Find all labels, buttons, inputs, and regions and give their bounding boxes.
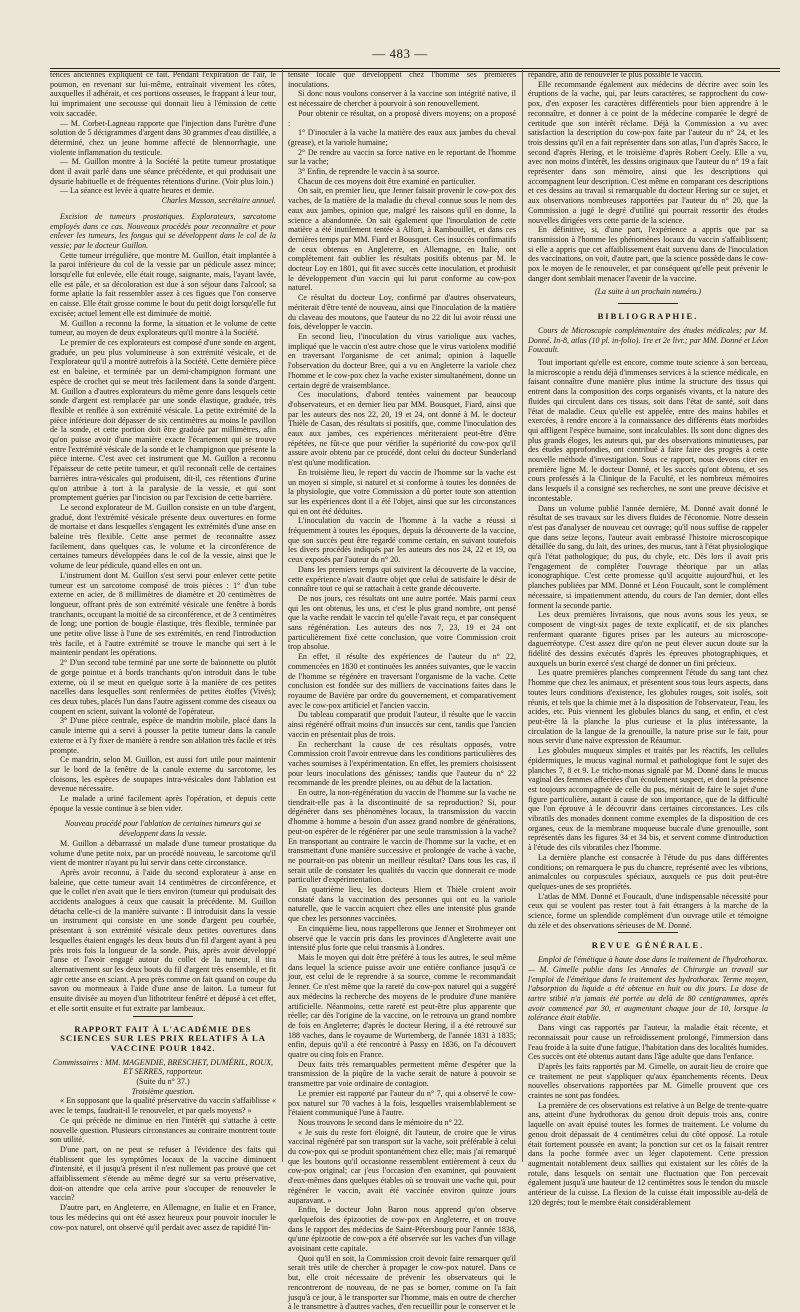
paragraph: Dans vingt cas rapportés par l'auteur, la maladie était récente, et reconnaissait pour cause un refroidissement prolongé, l'immersion dans l'eau froide à la suite d'une fatigue, l'habitation dans des localités humides. Ces succès ont été obtenus autant dans l'âge adulte que dans l'enfance. (528, 1023, 768, 1062)
paragraph: La première de ces observations est relative à un Belge de trente-quatre ans, atteint d'une hydrothorax du genou droit depuis trois ans, contre laquelle on avait épuisé toutes les formes de traitement. Le volume du genou droit dépassait de 4 centimètres celui du côté opposé. La rotule était fortement poussée en avant; la ponction sur cet os la faisait rentrer dans la poche formée avec un léger clapotement. Cette pression augmentait notablement deux saillies qui existaient sur les côtés de la rotule, dans lesquels on sentait une fluctuation que l'on percevait également jusqu'à une hauteur de 12 centimètres sous le tendon du muscle antérieur de la cuisse. La flexion de la cuisse était impossible au-delà de 120 degrés; tout le membre était considérablement (528, 1100, 768, 1207)
paragraph: En effet, il résulte des expériences de l'auteur du n° 22, commencées en 1830 et continuées les années suivantes, que le vaccin de l'homme se régénère en traversant l'organisme de la vache. Cette conclusion est fondée sur des milliers de vaccinations faites dans le royaume de Bavière par ordre du gouvernement, et comparativement avec le cow-pox artificiel et l'ancien vaccin. (288, 652, 516, 710)
column-middle (288, 70, 516, 1312)
paragraph: Ce qui précède ne diminue en rien l'intérêt qui s'attache à cette nouvelle question. Plusieurs circonstances au contraire montrent toute son utilité. (50, 1115, 276, 1145)
column-divider (522, 70, 523, 1162)
paragraph: Après avoir reconnu, à l'aide du second explorateur à anse en baleine, que cette tumeur avait 14 centimètres de circonférence, et que le collet n'en avait que le tiers environ (tumeur qui produisait des accidents analogues à ceux que causait la précédente. M. Guillon détacha celle-ci de la manière suivante : Il introduisit dans la vessie un instrument qui consiste en une sonde d'argent peu courbée, présentant à son extrémité vésicale deux petites ouvertures dans lesquelles étaient engagés les deux bouts d'un fil d'argent ayant à peu près trois fois la longueur de la sonde. Puis, après avoir développé l'anse et l'avoir engagé autour du collet de la tumeur, il tira alternativement sur les deux bouts du fil d'argent très ensemble, et fit agir cette anse en sciant. A peu près comme on fait quand on coupe du savon ou mormeaux à l'aide d'une anse de laiton. La tumeur fut ensuite divisée au moyen d'un lithotriteur fenêtré et déposé à cet effet, et elle sortit ensuite et fut extraite par lambeaux. (50, 867, 276, 1013)
bibliography-title: BIBLIOGRAPHIE. (597, 311, 699, 322)
paragraph: Le premier de ces explorateurs est composé d'une sonde en argent, graduée, un peu plus volumineuse à son extrémité vésicale, et de l'explorateur qu'il a montré autrefois à la Société. Cette dernière pièce est en baleine, et terminée par un demi-champignon formant une espèce de crochet qui se meut très facilement dans la sonde d'argent. M. Guillon a d'autres explorateurs du même genre dans lesquels cette sonde d'argent est remplacée par une sonde élastique, graduée, très flexible et renflée à son extrémité vésicale. La petite extrémité de la pièce inférieure doit dépasser de six centimètres au moins le pavillon de la sonde, et cette portion doit être graduée par millimètres, afin qu'on puisse avoir d'une manière exacte l'écartement qui se trouve entre l'extrémité vésicale de la sonde et le champignon que présente la pièce interne. C'est avec cet instrument que M. Guillon a reconnu l'épaisseur de cette petite tumeur, et qu'il reconnaît celle de certaines barrières intra-vésicales qui produisent, dit-il, ces rétentions d'urine qu'on attribue à tort à la paralysie de la vessie, et qui sont promptement guéries par l'incision ou par l'excision de cette barrière. (50, 337, 276, 503)
section-rule (618, 303, 678, 304)
paragraph: Dans les premiers temps qui suivirent la découverte de la vaccine, cette expérience n'avait d'autre objet que celui de satisfaire le désir de connaître tout ce qui se rattachait à cette grande découverte. (288, 564, 516, 594)
paragraph: — M. Corbet-Lagneau rapporte que l'injection dans l'urètre d'une solution de 5 décigrammes d'argent dans 30 grammes d'eau distillée, a déterminé, chez un jeune homme affecté de blennorrhagie, une violente inflammation du testicule. (50, 118, 276, 157)
paragraph: 2° De rendre au vaccin sa force native en le reportant de l'homme sur la vache; (288, 147, 516, 167)
paragraph: En troisième lieu, le report du vaccin de l'homme sur la vache est un moyen si simple, si naturel et si conforme à toutes les données de la physiologie, que votre Commission a dû porter toute son attention sur les expériences dont il a été l'objet, ainsi que sur les circonstances qui en ont été déduites. (288, 467, 516, 516)
paragraph: En définitive, si, d'une part, l'expérience a appris que par sa transmission à l'homme les phénomènes locaux du vaccin s'affaiblissent; si elle a appris que cet affaiblissement était survenu dans de l'inoculation des vaccinations, on voit, d'autre part, que la science possède dans le cow-pox le moyen de le renouveler, et par conséquent qu'elle peut prévenir le danger dont semblait menacer l'avenir de la vaccine. (528, 225, 768, 283)
paragraph: 1° D'inoculer à la vache la matière des eaux aux jambes du cheval (grease), et la variole humaine; (288, 128, 516, 147)
paragraph: 3° D'une pièce centrale, espèce de mandrin mobile, placé dans la canule interne qui a servi à pousser la petite tumeur dans la canule externe et à l'y fixer de manière à rendre son ablation très facile et très prompte. (50, 716, 276, 755)
article-title: Nouveau procédé pour l'ablation de certaines tumeurs qui se développent dans la vessie. (64, 819, 262, 839)
paragraph: L'atlas de MM. Donné et Foucault, d'une indispensable nécessité pour ceux qui se voulent pas rester tout à fait étrangers à la marche de la science, forme un splendide complément d'un ouvrage utile et témoigne du zèle et des observations sérieuses de M. Donné. (528, 891, 768, 930)
paragraph: Les deux premières livraisons, que nous avons sous les yeux, se composent de vingt-six pages de texte explicatif, et de six planches renfermant quarante figures prises par les auteurs au microscope-daguerréotype. C'est assez dire qu'on ne peut élever aucun doute sur la fidélité des dessins exécutés d'après les épreuves photographiques, et auxquels un burin exercé s'est chargé de donner un fini précieux. (528, 610, 768, 668)
paragraph: 2° D'un second tube terminé par une sorte de baïonnette ou plutôt de gorge pointue et à bords tranchants qu'on introduit dans le tube externe, où il se meut en quelque sorte à la manière de ces petites nacelles dans lesquelles sont renfermées de petites étoffes (Vivés); ces deux tubes, placés l'un dans l'autre agissent comme des ciseaux ou coupent en scient, suivant la volonté de l'opérateur. (50, 658, 276, 716)
signature: Charles Masson, secrétaire annuel. (161, 196, 276, 206)
paragraph: Mais le moyen qui doit être préféré à tous les autres, le seul même dans lequel la science puisse avoir une entière confiance jusqu'à ce jour, est celui de le reprendre à sa source, comme le recommandait Jenner. Ce n'est même que la rareté du cow-pox naturel qui a suggéré aux médecins la recherche des moyens de le produire d'une manière artificielle. Néanmoins, cette rareté est peut-être plus apparente que réelle; car dès l'origine de la vaccine, on le retrouva un grand nombre de fois en Angleterre; d'après le docteur Hering, il a été retrouvé sur 188 vaches, dans le royaume de Wurtemberg, de l'année 1831 à 1835; enfin, depuis qu'il a été rencontré à Passy en 1836, on l'a découvert quatre ou cinq fois en France. (288, 952, 516, 1060)
column-right (528, 70, 768, 1207)
paragraph: Quoi qu'il en soit, la Commission croit devoir faire remarquer qu'il serait très utile de chercher à propager le cow-pox naturel. Dans ce but, elle croit nécessaire de prévenir les observateurs qui le rencontreront de nouveau, de ne pas se borner, comme on l'a fait jusqu'à ce jour, à le transporter sur l'homme, mais en outre de chercher à le transmettre à d'autres vaches, d'en recueillir pour le conserver et le (288, 1253, 516, 1312)
paragraph: Nous trouvons le second dans le mémoire du n° 22. (298, 1117, 464, 1127)
question-title: Troisième question. (131, 1086, 195, 1096)
section-rule (618, 932, 678, 933)
report-title: RAPPORT FAIT À L'ACADÉMIE DES SCIENCES SUR LES PRIX RELATIFS À LA VACCINE POUR 1842. (60, 1023, 266, 1053)
paragraph: On sait, en premier lieu, que Jenner faisait provenir le cow-pox des vaches, de la matière de la maladie du cheval connue sous le nom des eaux aux jambes, opinion que, malgré les raisons qu'il en donne, la science a abandonnée. On sait également que l'inoculation de cette matière a été inutilement tentée à Alfort, à Rambouillet, et dans ces dernières temps par MM. Fiard et Bousquet. Ces insuccès confirmatifs de ceux obtenus en Angleterre, en Allemagne, en Italie, ont complètement fait oublier les résultats positifs obtenus par M. le docteur Loy en 1801, qui fit avec succès cette inoculation, et produisit le développement d'un vaccin qui lui parut conforme au cow-pox naturel. (288, 186, 516, 293)
paragraph: Le malade a uriné facilement après l'opération, et depuis cette époque la vessie continue à se bien vider. (50, 794, 276, 813)
paragraph: répandre, afin de renouveler le plus possible le vaccin. (528, 70, 704, 79)
page-header (0, 46, 800, 66)
paragraph: Le premier est rapporté par l'auteur du n° 7, qui a observé le cow-pox naturel sur 70 vaches à la fois, lesquelles vraisemblablement se l'étaient communiqué l'une à l'autre. (288, 1088, 516, 1118)
commissaires: Commissaires : MM. MAGENDIE, BRESCHET, DUMÉRIL, ROUX, ET SERRES, rapporteur. (52, 1057, 274, 1077)
paragraph: Deux faits très remarquables permettent même d'espérer que la transmission de la piqûre de la vache serait de nature à pouvoir se transmettre par voie ordinaire de contagion. (288, 1059, 516, 1089)
paragraph: — M. Guillon montre à la Société la petite tumeur prostatique dont il avait parlé dans une séance précédente, et qui produisait une dysurie habituelle et de fréquentes rétentions d'urine. (Voir plus loin.) (50, 157, 276, 186)
paragraph: Si donc nous voulons conserver à la vaccine son intégrité native, il est nécessaire de chercher à pourvoir à son renouvellement. (288, 89, 516, 109)
book-entry: Cours de Microscopie complémentaire des études médicales; par M. Donné. In-8, atlas (10 pl. in-folio). 1re et 2e livr.; par MM. Donné et Léon Foucault. (528, 325, 768, 355)
paragraph: Cette tumeur irrégulière, que montre M. Guillon, était implantée à la paroi inférieure du col de la vessie par un pédicule assez mince; lorsqu'elle fut enlevée, elle était rouge, saignante, mais, l'ayant lavée, elle est pâle, et sa décoloration est due à son séjour dans l'alcool; sa forme aplatie la fait ressembler assez à ces figues que l'on conserve en caisse. Elle était grosse comme le bout du petit doigt lorsqu'elle fut excisée; actuel lement elle est diminuée de moitié. (50, 250, 276, 318)
paragraph: L'inoculation du vaccin de l'homme à la vache a réussi si fréquemment à toutes les époques, depuis la découverte de la vaccine, que son succès peut être regardé comme certain, en suivant toutefois les divers procédés indiqués par les auteurs des nos 24, 22 et 19, ou ceux exposés par l'auteur du n° 20. (288, 516, 516, 565)
review-title: REVUE GÉNÉRALE. (591, 940, 705, 951)
page-number: — 483 — (372, 46, 428, 61)
paragraph: Les quatre premières planches comprennent l'étude du sang tant chez l'homme que chez les animaux, et présentent sous tous leurs aspects, dans toutes leurs conditions d'existence, les globules rouges, soit isolés, soit réunis, et tels que la chimie met à la disposition de l'observateur, l'eau, les acides, etc. Puis viennent les globules blancs du sang, et enfin, et c'est peut-être là la planche la plus curieuse et la plus intéressante, la circulation de la langue de la grenouille, la nature prise sur le fait, pour nous servir d'une naïve expression de Réaumur. (528, 668, 768, 746)
paragraph: tensité locale que développent chez l'homme ses premières inoculations. (288, 70, 516, 89)
article-title: Excision de tumeurs prostatiques. Explorateurs, sarcotome employés dans ce cas. Nouveaux procédés pour reconnaître et pour enlever les tumeurs, les fongus qui se développent dans le col de la vessie; par le docteur Guillon. (50, 211, 276, 250)
paragraph: — La séance est levée à quatre heures et demie. (60, 186, 215, 196)
paragraph: Ce résultat du docteur Loy, confirmé par d'autres observateurs, mériterait d'être tenté de nouveau, ainsi que l'inoculation de la matière du claveau des moutons, que l'auteur du no 22 dit lui avoir réussi une fois, développer le vaccin. (288, 293, 516, 332)
paragraph: Les globules muqueux simples et traités par les réactifs, les cellules épidermiques, le mucus vaginal normal et pathologique font le sujet des planches 7, 8 et 9. Le tricho-monas signalé par M. Donné dans le mucus vaginal des femmes affectées d'un écoulement suspect, et dont la présence est toujours accompagnée de celle du pus, méritait de faire le sujet d'une figure particulière, autant à cause de son importance, que de la difficulté que l'on éprouve à le découvrir dans certaines circonstances. Les cils vibratils des monades donnent comme exemples de la disposition de ces organes, ceux de la membrane muqueuse buccale d'une grenouille, sont représentés dans les figures 34 et 34 bis, et servent comme d'introduction à l'étude des cils vibratiles chez l'homme. (528, 746, 768, 853)
paragraph: M. Guillon a débarrassé un malade d'une tumeur prostatique du volume d'une petite noix, par un procédé nouveau, le sarcotome qu'il vient de montrer n'ayant pu lui servir dans cette circonstance. (50, 838, 276, 868)
paragraph: En outre, la non-régénération du vaccin de l'homme sur la vache ne tiendrait-elle pas à la discontinuité de sa reproduction? Si, pour dégénérer dans ses phénomènes locaux, la transmission du vaccin d'homme à homme a besoin d'un assez grand nombre de générations, peut-on espérer de le régénérer par une seule transmission à la vache? En transportant au contraire le vaccin de l'homme sur la vache, et en transmettant d'une manière successive et prolongée de vache à vache, ne pourrait-on pas obtenir un meilleur résultat? Dans tous les cas, il serait utile de constater les qualités du vaccin que donnerait ce mode particulier d'expérimentation. (288, 788, 516, 885)
paragraph: Le second explorateur de M. Guillon consiste en un tube d'argent, gradué, dont l'extrémité vésicale présente deux ouvertures en forme de mortaise et dans lesquelles s'engagent les extrémités d'une anse en baleine très flexible. Cette anse permet de reconnaître assez facilement, dans quelques cas, le volume et la circonférence de certaines tumeurs développées dans le col de la vessie, ainsi que le volume de leur pédicule, quand elles en ont un. (50, 502, 276, 571)
paragraph: La dernière planche est consacrée à l'étude du pus dans différentes conditions; on remarquera le pus du chancre, représenté avec les vibrions, animalcules ou corpuscules spéciaux, auxquels ce pus doit peut-être quelques-unes de ses propriétés. (528, 852, 768, 891)
paragraph: Emploi de l'émétique à haute dose dans le traitement de l'hydrothorax. — M. Gimelle publie dans les Annales de Chirurgie un travail sur l'emploi de l'émétique dans le traitement des hydrothorax. Terme moyen, l'absorption du liquide a été obtenue en huit ou dix jours. La dose de tartre stibié n'a jamais été portée au delà de 80 centigrammes, après avoir commencé par 30, et augmentant chaque jour de 10, lorsque la tolérance était établie. (528, 955, 768, 1023)
paragraph: D'autre part, en Angleterre, en Allemagne, en Italie et en France, tous les médecins qui ont été assez heureux pour pouvoir inoculer le cow-pox naturel, ont observé qu'il perdait avec assez de rapidité l'in- (50, 1203, 276, 1232)
paragraph: « Je suis du reste fort éloigné, dit l'auteur, de croire que le virus vaccinal régénéré par son transport sur la vache, soit préférable à celui du cow-pox qui se produit spontanément chez elle; mais j'ai remarqué que les boutons qu'il occasionne ressemblent entièrement à ceux du cow-pox original; car j'eus l'occasion d'en examiner, qui pouvaient d'eux-mêmes dans quelques étables où se trouvait une vache qui, pour régénérer le vaccin, avait été vaccinée environ quinze jours auparavant. » (288, 1127, 516, 1205)
paragraph: Dans un volume publié l'année dernière, M. Donné avait donné le résultat de ses travaux sur les divers fluides de l'économie. Notre dessein n'est pas d'analyser de nouveau cet ouvrage; qu'il nous suffise de rappeler que dans seize leçons, l'auteur avait embrassé l'histoire microscopique détaillée du sang, du lait, des urines, des mucus, tant à l'état physiologique qu'à l'état pathologique; du pus, du chyle, etc. Dès lors il avait pris l'engagement de compléter l'ouvrage théorique par un atlas iconographique. C'est cette promesse qu'il acquitte aujourd'hui, et les planches publiées par MM. Donné et Léon Foucault, sont le complément nécessaire, si impatiemment attendu, du cours de l'an dernier, dont elles forment la seconde partie. (528, 503, 768, 610)
column-divider (282, 70, 283, 1162)
paragraph: L'instrument dont M. Guillon s'est servi pour enlever cette petite tumeur est un sarcotome composé de trois pièces : 1° d'un tube externe en acier, de 8 millimètres de diamètre et 20 centimètres de longueur, offrant près de son extrémité vésicale une fenêtre à bords tranchants, occupant la moitié de sa circonférence, et de 3 centimètres de long; une portion de bougie élastique, très flexible, terminée par une petite olive lisse à l'une de ses extrémités, en rend l'introduction très facile, et à l'autre extrémité se trouve le manche qui sert à le maintenir pendant les opérations. (50, 570, 276, 658)
paragraph: En cinquième lieu, nous rappellerons que Jenner et Strohmeyer ont observé que le vaccin pris dans les provinces d'Angleterre avait une intensité plus forte que celui transmis à Londres. (288, 923, 516, 953)
paragraph: En second lieu, l'inoculation du virus variolique aux vaches, impliqué que le vaccin n'est autre chose que le virus variolenx modifié en traversant l'organisme de cet animal; opinion à laquelle l'observation du docteur Bree, qui a vu en Angleterre la variole chez l'homme et le cow-pox chez la vache exister simultanément, donne un certain degré de vraisemblance. (288, 331, 516, 390)
paragraph: En recherchant la cause de ces résultats opposés, votre Commission croit l'avoir entrevue dans les conditions particulières des vaches soumises à l'expérimentation. En effet, les premiers choisissent pour leurs inoculations des génisses; tandis que l'auteur du n° 22 recommande de les prendre pleines, ou au début de la lactation. (288, 739, 516, 788)
paragraph: M. Guillon a reconnu la forme, la situation et le volume de cette tumeur, au moyen de deux explorateurs qu'il montre à la Société. (50, 318, 276, 338)
paragraph: tences anciennes expliquent ce fait. Pendant l'expiration de l'air, le poumon, en revenant sur lui-même, entraînait vivement les côtes, auxquelles il adhérait, et ces portions osseuses, le frappant à leur tour, lui imprimaient une secousse qui donnait lieu à l'émission de cette voix saccadée. (50, 70, 276, 118)
paragraph: Ce mandrin, selon M. Guillon, est aussi fort utile pour maintenir sur le bord de la fenêtre de la canule externe du sarcotome, les cloisons, les espèces de soupapes intra-vésicales dont l'ablation est devenue nécessaire. (50, 755, 276, 794)
paragraph: Pour obtenir ce résultat, on a proposé divers moyens; on a proposé : (288, 108, 516, 128)
paragraph: En quatrième lieu, les docteurs Hiem et Thièle croient avoir constaté dans la vaccination des personnes qui ont eu la variole naturelle, que le vaccin acquiert chez elles une intensité plus grande que chez les personnes vaccinées. (288, 885, 516, 924)
paragraph: Tout important qu'elle est encore, comme toute science à son berceau, la microscopie a rendu déjà d'immenses services à la science médicale, en faisant connaître d'une manière plus intime la structure des tissus qui entrent dans la composition des corps organisés vivants, et la nature des fluides qui circulent dans ces tissus, soit dans l'état de santé, soit dans l'état de maladie. Ceux qu'elle est appelée, entre des mains habiles et exercées, à rendre encore à la connaissance des différents états morbides qui affligent l'espèce humaine, sont incalculables. Ils sont donc dignes des plus grands éloges, les auteurs qui, par des observations minutieuses, par des études approfondies, ont contribué à faire faire des progrès à cette nouvelle méthode d'investigation. Sous ce rapport, nous devons citer en première ligne M. le docteur Donné, et les succès qu'ont obtenu, et ses cours professés à la Clinique de la Faculté, et les nombreux mémoires dans lesquels il a consigné ses recherches, ne sont une preuve décisive et incontestable. (528, 357, 768, 503)
paragraph: D'une part, on ne peut se refuser à l'évidence des faits qui établissent que les symptômes locaux de la vaccine diminuent d'intensité, et il jusqu'à présent il n'est nullement pas prouvé que cet affaiblissement s'étende au même degré sur sa vertu préservative, doit-on attendre que cela arrive pour s'occuper de renouveler le vaccin? (50, 1144, 276, 1203)
paragraph: Ces inoculations, d'abord tentées vainement par beaucoup d'observateurs, et en dernier lieu par MM. Bousquet, Fiard, ainsi que par les auteurs des nos 22, 20, 19 et 24, ont donné à M. le docteur Thièle de Casan, des résultats si positifs, que, comme l'inoculation des eaux aux jambes, ces expériences mériteraient peut-être d'être répétées, ne fût-ce que pour vérifier la supériorité du cow-pox qu'il assure avoir obtenu par ce procédé, dont celui du docteur Sunderland n'est qu'une modification. (288, 390, 516, 468)
column-left (50, 70, 276, 1232)
paragraph: Du tableau comparatif que produit l'auteur, il résulte que le vaccin ainsi régénéré offrait moins d'un insuccès sur cent, tandis que l'ancien vaccin en présentait plus de trois. (288, 710, 516, 739)
section-rule (133, 1016, 193, 1017)
paragraph: D'après les faits rapportés par M. Gimelle, on aurait lieu de croire que ce traitement ne peut s'appliquer qu'aux épanchements récents. Deux nouvelles observations rapportées par M. Gimelle prouvent que ces craintes ne sont pas fondées. (528, 1061, 768, 1101)
header-rule (50, 68, 780, 69)
paragraph: 3° Enfin, de reprendre le vaccin à sa source. (298, 167, 440, 177)
paragraph: Enfin, le docteur John Baron nous apprend qu'on observe quelquefois des épizooties de cow-pox en Angleterre, et on trouve dans le rapport des médecins de Saint-Pétersbourg pour l'année 1838, qu'une épizootie de cow-pox a été observée sur les vaches d'un village avoisinant cette capitale. (288, 1205, 516, 1254)
paragraph: Chacun de ces moyens doit être examiné en particulier. (298, 176, 476, 186)
paragraph: « En supposant que la qualité préservative du vaccin s'affaiblisse « avec le temps, faudrait-il le renouveler, et par quels moyens? » (50, 1096, 276, 1116)
continued-note: (La suite à un prochain numéro.) (594, 287, 702, 297)
paragraph: Elle recommande également aux médecins de décrire avec soin les éruptions de la vache, qui, par leurs caractères, se rapprochent du cow-pox, d'en exposer les caractères différentiels pour bien apprendre à le reconnaître, et donner à ce point de la médecine comparée le degré de certitude que son intérêt réclame. Déjà la Commission a vu avec satisfaction la description du cow-pox faite par l'auteur du n° 24, et les trois dessins qu'il en a fait représenter dans son atlas, l'un d'après Sacco, le second d'après Hering, et le troisième d'après Robert Ceely. Elle a vu, avec non moins d'intérêt, les dessins originaux que l'auteur du n° 19 a fait représenter dans son mémoire, ainsi que les descriptions qui accompagnent leur description. C'est même en comparant ces descriptions et ces dessins au travail si remarquable du docteur Hering sur ce sujet, et aux observations nombreuses rapportées par l'auteur du n° 20, que la Commission a jugé le degré d'utilité qui pourrait ressortir des études nouvelles dirigées vers cette partie de la science. (528, 79, 768, 225)
suite-note: (Suite du n° 37.) (136, 1077, 190, 1087)
paragraph: De nos jours, ces résultats ont une autre portée. Mais parmi ceux qui les ont obtenus, les uns, et c'est le plus grand nombre, ont pensé que la vache rendait le vaccin tel qu'elle l'avait reçu, et par conséquent sans régénération. Les auteurs des nos 7, 23, 19 et 24 ont particulièrement fixé cette conclusion, que votre Commission croit trop absolue. (288, 593, 516, 652)
